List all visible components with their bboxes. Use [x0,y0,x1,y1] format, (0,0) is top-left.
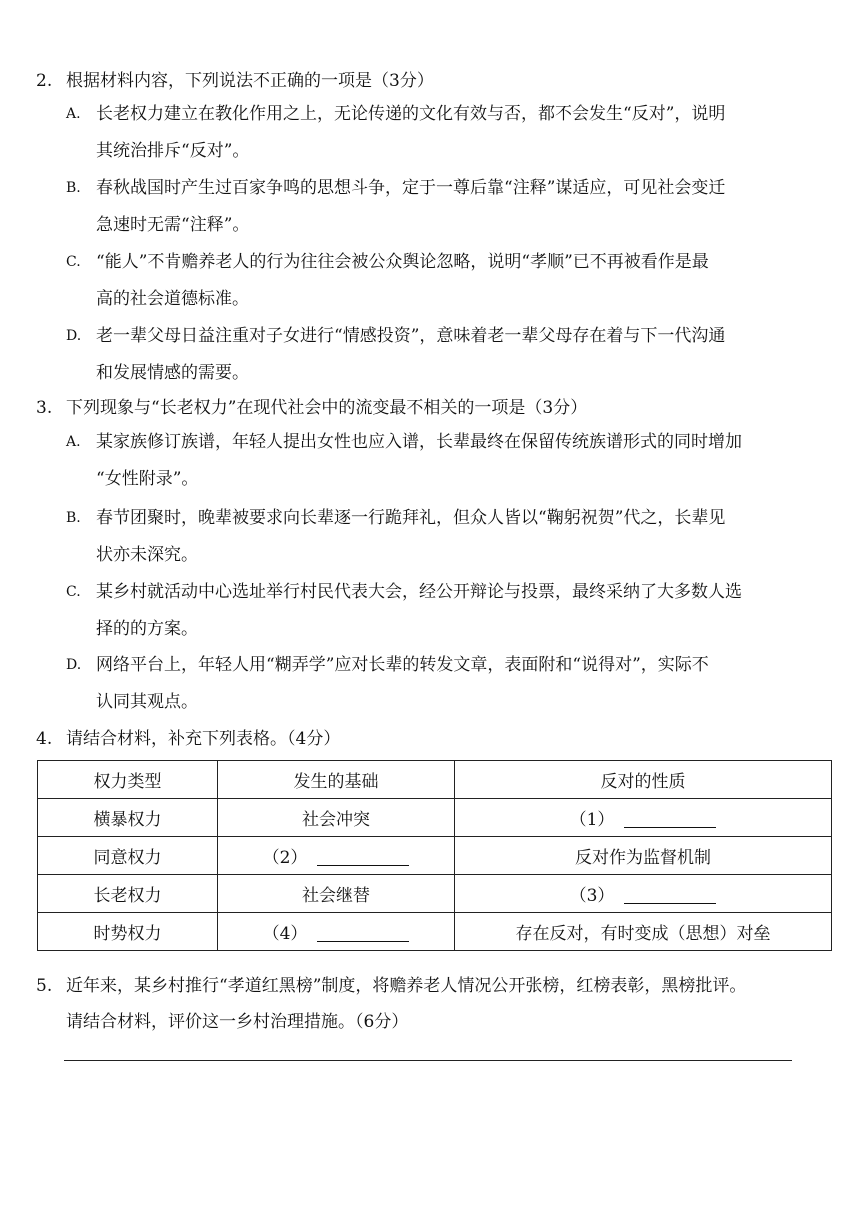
option-letter: C. [66,254,81,270]
option-text-line2: 和发展情感的需要。 [96,363,249,383]
table-row [38,913,832,951]
question-4-stem [36,728,340,750]
question-5-stem [36,975,746,997]
blank-label: （4） [262,924,308,944]
option-text-line1: 春秋战国时产生过百家争鸣的思想斗争，定于一尊后靠“注释”谋适应，可见社会变迁 [96,178,726,198]
option-letter: B. [66,510,81,526]
q2-option-c [66,244,802,318]
answer-blank[interactable] [624,813,716,828]
option-text-line1: 某乡村就活动中心选址举行村民代表大会，经公开辩论与投票，最终采纳了大多数人选 [96,582,742,602]
question-2-text: 根据材料内容，下列说法不正确的一项是（3分） [66,71,434,91]
blank-label: （1） [569,810,615,830]
option-text-line1: 长老权力建立在教化作用之上，无论传递的文化有效与否，都不会发生“反对”，说明 [96,104,726,124]
option-text-line2: 急速时无需“注释”。 [96,215,250,235]
q2-option-d [66,318,802,392]
option-letter: A. [66,434,81,450]
table-row [38,799,832,837]
option-text-line2: 其统治排斥“反对”。 [96,141,250,161]
table-row [38,875,832,913]
table-cell-basis [218,837,455,875]
blank-label: （3） [569,886,615,906]
option-text-line1: 某家族修订族谱，年轻人提出女性也应入谱，长辈最终在保留传统族谱形式的同时增加 [96,432,742,452]
option-text-line2: “女性附录”。 [96,469,199,489]
table-header-row [38,761,832,799]
table-cell-type: 横暴权力 [38,799,218,837]
table-cell-type: 时势权力 [38,913,218,951]
question-5-stem-line2 [66,1011,408,1033]
question-5-number: 5. [36,976,53,996]
table-cell-nature [455,875,832,913]
table-header: 反对的性质 [455,761,832,799]
question-5-text-line2: 请结合材料，评价这一乡村治理措施。（6分） [66,1012,409,1032]
table-cell-nature: 存在反对，有时变成（思想）对垒 [455,913,832,951]
table-cell-nature: 反对作为监督机制 [455,837,832,875]
table-row [38,837,832,875]
q3-option-d [66,647,802,721]
q3-option-a [66,424,802,498]
option-letter: C. [66,584,81,600]
answer-blank[interactable] [317,851,409,866]
option-text-line1: “能人”不肯赡养老人的行为往往会被公众舆论忽略，说明“孝顺”已不再被看作是最 [96,252,709,272]
option-text-line2: 高的社会道德标准。 [96,289,249,309]
option-text-line1: 春节团聚时，晚辈被要求向长辈逐一行跪拜礼，但众人皆以“鞠躬祝贺”代之，长辈见 [96,508,726,528]
question-2-number: 2. [36,71,53,91]
q2-option-b [66,170,802,244]
answer-line[interactable] [64,1060,792,1061]
option-text-line1: 网络平台上，年轻人用“糊弄学”应对长辈的转发文章，表面附和“说得对”，实际不 [96,655,709,675]
table-cell-basis [218,913,455,951]
q3-option-c [66,574,802,648]
q2-option-a [66,96,802,170]
answer-blank[interactable] [624,889,716,904]
option-letter: D. [66,328,82,344]
option-letter: B. [66,180,81,196]
option-text-line2: 认同其观点。 [96,692,198,712]
table-cell-basis: 社会继替 [218,875,455,913]
question-2-stem [36,70,434,92]
table-cell-basis: 社会冲突 [218,799,455,837]
question-3-number: 3. [36,398,53,418]
question-3-stem [36,397,587,419]
table-cell-type: 长老权力 [38,875,218,913]
table-cell-type: 同意权力 [38,837,218,875]
option-letter: D. [66,657,82,673]
table-header: 权力类型 [38,761,218,799]
option-letter: A. [66,106,81,122]
table-cell-nature [455,799,832,837]
option-text-line2: 择的的方案。 [96,619,198,639]
answer-blank[interactable] [317,927,409,942]
question-4-text: 请结合材料，补充下列表格。（4分） [66,729,341,749]
question-4-number: 4. [36,729,53,749]
option-text-line2: 状亦未深究。 [96,545,198,565]
option-text-line1: 老一辈父母日益注重对子女进行“情感投资”，意味着老一辈父母存在着与下一代沟通 [96,326,726,346]
blank-label: （2） [262,848,308,868]
question-3-text: 下列现象与“长老权力”在现代社会中的流变最不相关的一项是（3分） [66,398,588,418]
q3-option-b [66,500,802,574]
question-5-text-line1: 近年来，某乡村推行“孝道红黑榜”制度，将赡养老人情况公开张榜，红榜表彰，黑榜批评。 [66,976,747,996]
fill-in-table [37,760,832,951]
table-header: 发生的基础 [218,761,455,799]
